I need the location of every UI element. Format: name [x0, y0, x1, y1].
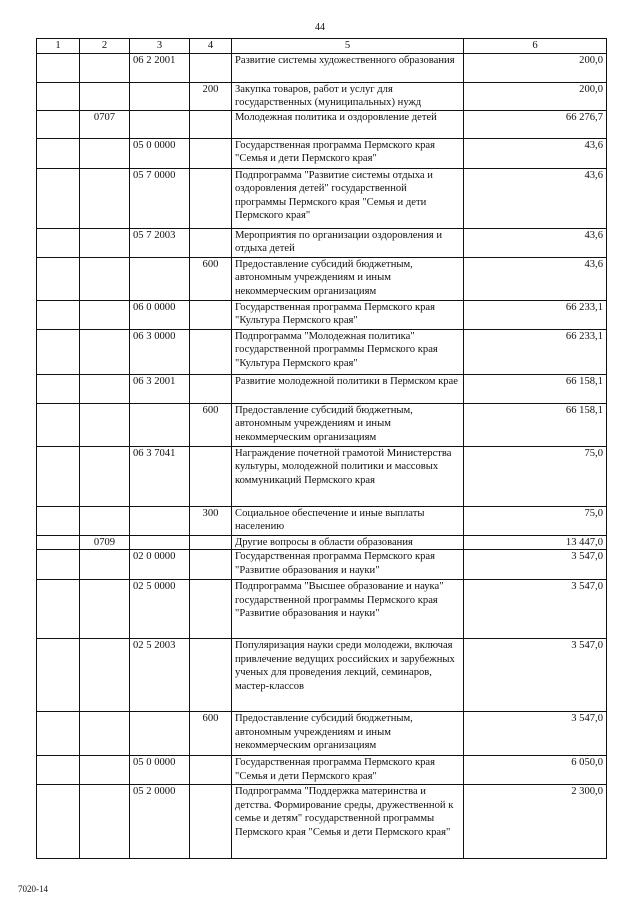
cell-amount: 3 547,0: [464, 639, 607, 712]
cell-target-code: 05 7 0000: [130, 168, 190, 228]
cell-expense-type: [190, 535, 232, 550]
column-header: 4: [190, 39, 232, 54]
cell-col-1: [37, 138, 80, 168]
cell-target-code: 05 0 0000: [130, 138, 190, 168]
cell-expense-type: [190, 228, 232, 257]
cell-expense-type: [190, 110, 232, 138]
cell-section-code: [80, 374, 130, 403]
cell-expense-type: [190, 639, 232, 712]
cell-item-name: Предоставление субсидий бюджетным, автономным учреждениям и иным некоммерческим организациям: [232, 712, 464, 756]
cell-col-1: [37, 228, 80, 257]
cell-section-code: [80, 756, 130, 785]
table-row: [37, 756, 607, 785]
cell-item-name: Развитие системы художественного образования: [232, 53, 464, 82]
cell-section-code: [80, 403, 130, 446]
table-row: [37, 329, 607, 374]
cell-expense-type: 200: [190, 82, 232, 110]
table-row: [37, 712, 607, 756]
cell-target-code: [130, 403, 190, 446]
cell-col-1: [37, 550, 80, 580]
column-header: 5: [232, 39, 464, 54]
cell-expense-type: [190, 580, 232, 639]
page-number: 44: [315, 22, 325, 33]
cell-target-code: 02 5 0000: [130, 580, 190, 639]
cell-target-code: [130, 535, 190, 550]
cell-section-code: [80, 168, 130, 228]
cell-item-name: Молодежная политика и оздоровление детей: [232, 110, 464, 138]
cell-expense-type: [190, 446, 232, 506]
cell-section-code: [80, 228, 130, 257]
cell-target-code: 02 5 2003: [130, 639, 190, 712]
cell-expense-type: [190, 53, 232, 82]
cell-expense-type: 600: [190, 257, 232, 300]
cell-section-code: [80, 446, 130, 506]
cell-item-name: Социальное обеспечение и иные выплаты населению: [232, 506, 464, 535]
cell-target-code: [130, 257, 190, 300]
cell-item-name: Другие вопросы в области образования: [232, 535, 464, 550]
table-row: [37, 446, 607, 506]
table-row: [37, 785, 607, 859]
column-header: 6: [464, 39, 607, 54]
cell-col-1: [37, 82, 80, 110]
column-header: 2: [80, 39, 130, 54]
column-header: 3: [130, 39, 190, 54]
table-row: [37, 168, 607, 228]
cell-col-1: [37, 300, 80, 329]
table-row: [37, 403, 607, 446]
cell-section-code: [80, 138, 130, 168]
cell-section-code: [80, 639, 130, 712]
cell-amount: 43,6: [464, 168, 607, 228]
cell-col-1: [37, 329, 80, 374]
cell-section-code: [80, 712, 130, 756]
cell-amount: 75,0: [464, 446, 607, 506]
cell-amount: 66 158,1: [464, 403, 607, 446]
cell-section-code: 0707: [80, 110, 130, 138]
cell-section-code: [80, 82, 130, 110]
cell-target-code: 05 0 0000: [130, 756, 190, 785]
table-row: [37, 550, 607, 580]
cell-amount: 13 447,0: [464, 535, 607, 550]
cell-target-code: 05 2 0000: [130, 785, 190, 859]
cell-col-1: [37, 580, 80, 639]
cell-expense-type: 600: [190, 403, 232, 446]
cell-item-name: Подпрограмма "Молодежная политика" государственной программы Пермского края "Культура Пермского края": [232, 329, 464, 374]
cell-amount: 2 300,0: [464, 785, 607, 859]
cell-item-name: Государственная программа Пермского края "Развитие образования и науки": [232, 550, 464, 580]
cell-col-1: [37, 535, 80, 550]
cell-expense-type: [190, 168, 232, 228]
cell-target-code: [130, 110, 190, 138]
cell-col-1: [37, 506, 80, 535]
cell-section-code: 0709: [80, 535, 130, 550]
cell-section-code: [80, 53, 130, 82]
cell-expense-type: [190, 300, 232, 329]
table-row: [37, 580, 607, 639]
cell-col-1: [37, 756, 80, 785]
cell-item-name: Развитие молодежной политики в Пермском крае: [232, 374, 464, 403]
cell-col-1: [37, 639, 80, 712]
cell-col-1: [37, 374, 80, 403]
cell-target-code: [130, 712, 190, 756]
cell-amount: 200,0: [464, 53, 607, 82]
cell-col-1: [37, 53, 80, 82]
cell-expense-type: 600: [190, 712, 232, 756]
cell-amount: 43,6: [464, 257, 607, 300]
cell-item-name: Подпрограмма "Высшее образование и наука" государственной программы Пермского края "Развитие образования и науки": [232, 580, 464, 639]
cell-col-1: [37, 712, 80, 756]
cell-target-code: [130, 506, 190, 535]
cell-expense-type: [190, 550, 232, 580]
cell-item-name: Государственная программа Пермского края "Семья и дети Пермского края": [232, 756, 464, 785]
table-row: [37, 374, 607, 403]
cell-target-code: 06 3 0000: [130, 329, 190, 374]
cell-col-1: [37, 785, 80, 859]
cell-col-1: [37, 257, 80, 300]
cell-amount: 200,0: [464, 82, 607, 110]
cell-item-name: Закупка товаров, работ и услуг для государственных (муниципальных) нужд: [232, 82, 464, 110]
cell-col-1: [37, 403, 80, 446]
table-header-row: [37, 39, 607, 54]
cell-expense-type: [190, 785, 232, 859]
table-row: [37, 228, 607, 257]
cell-expense-type: 300: [190, 506, 232, 535]
cell-item-name: Подпрограмма "Развитие системы отдыха и оздоровления детей" государственной программы Пермского края "Семья и дети Пермского края": [232, 168, 464, 228]
document-code: 7020-14: [18, 884, 48, 894]
cell-amount: 43,6: [464, 228, 607, 257]
cell-target-code: 05 7 2003: [130, 228, 190, 257]
cell-col-1: [37, 110, 80, 138]
table-row: [37, 53, 607, 82]
cell-section-code: [80, 506, 130, 535]
cell-item-name: Награждение почетной грамотой Министерства культуры, молодежной политики и массовых коммуникаций Пермского края: [232, 446, 464, 506]
cell-item-name: Мероприятия по организации оздоровления и отдыха детей: [232, 228, 464, 257]
cell-amount: 66 158,1: [464, 374, 607, 403]
cell-amount: 75,0: [464, 506, 607, 535]
cell-col-1: [37, 168, 80, 228]
budget-table: [36, 38, 607, 859]
cell-amount: 66 276,7: [464, 110, 607, 138]
cell-section-code: [80, 329, 130, 374]
cell-expense-type: [190, 138, 232, 168]
cell-expense-type: [190, 329, 232, 374]
cell-amount: 66 233,1: [464, 300, 607, 329]
column-header: 1: [37, 39, 80, 54]
cell-section-code: [80, 550, 130, 580]
table-row: [37, 138, 607, 168]
cell-amount: 3 547,0: [464, 712, 607, 756]
cell-item-name: Государственная программа Пермского края "Культура Пермского края": [232, 300, 464, 329]
cell-section-code: [80, 785, 130, 859]
cell-amount: 3 547,0: [464, 580, 607, 639]
cell-target-code: 02 0 0000: [130, 550, 190, 580]
cell-expense-type: [190, 756, 232, 785]
cell-item-name: Государственная программа Пермского края "Семья и дети Пермского края": [232, 138, 464, 168]
cell-amount: 66 233,1: [464, 329, 607, 374]
cell-item-name: Предоставление субсидий бюджетным, автономным учреждениям и иным некоммерческим организациям: [232, 257, 464, 300]
cell-section-code: [80, 300, 130, 329]
cell-target-code: 06 2 2001: [130, 53, 190, 82]
table-row: [37, 535, 607, 550]
table-row: [37, 300, 607, 329]
cell-target-code: 06 3 2001: [130, 374, 190, 403]
cell-amount: 6 050,0: [464, 756, 607, 785]
cell-target-code: 06 0 0000: [130, 300, 190, 329]
cell-item-name: Подпрограмма "Поддержка материнства и детства. Формирование среды, дружественной к семье и детям" государственной программы Пермского края "Семья и дети Пермского края": [232, 785, 464, 859]
cell-item-name: Популяризация науки среди молодежи, включая привлечение ведущих российских и зарубежных ученых для проведения лекций, семинаров, мастер-классов: [232, 639, 464, 712]
cell-target-code: 06 3 7041: [130, 446, 190, 506]
cell-expense-type: [190, 374, 232, 403]
cell-section-code: [80, 580, 130, 639]
cell-section-code: [80, 257, 130, 300]
table-body: [37, 53, 607, 859]
table-row: [37, 82, 607, 110]
cell-amount: 43,6: [464, 138, 607, 168]
table-row: [37, 639, 607, 712]
cell-target-code: [130, 82, 190, 110]
table-row: [37, 257, 607, 300]
table-row: [37, 110, 607, 138]
cell-col-1: [37, 446, 80, 506]
table-row: [37, 506, 607, 535]
cell-item-name: Предоставление субсидий бюджетным, автономным учреждениям и иным некоммерческим организациям: [232, 403, 464, 446]
cell-amount: 3 547,0: [464, 550, 607, 580]
